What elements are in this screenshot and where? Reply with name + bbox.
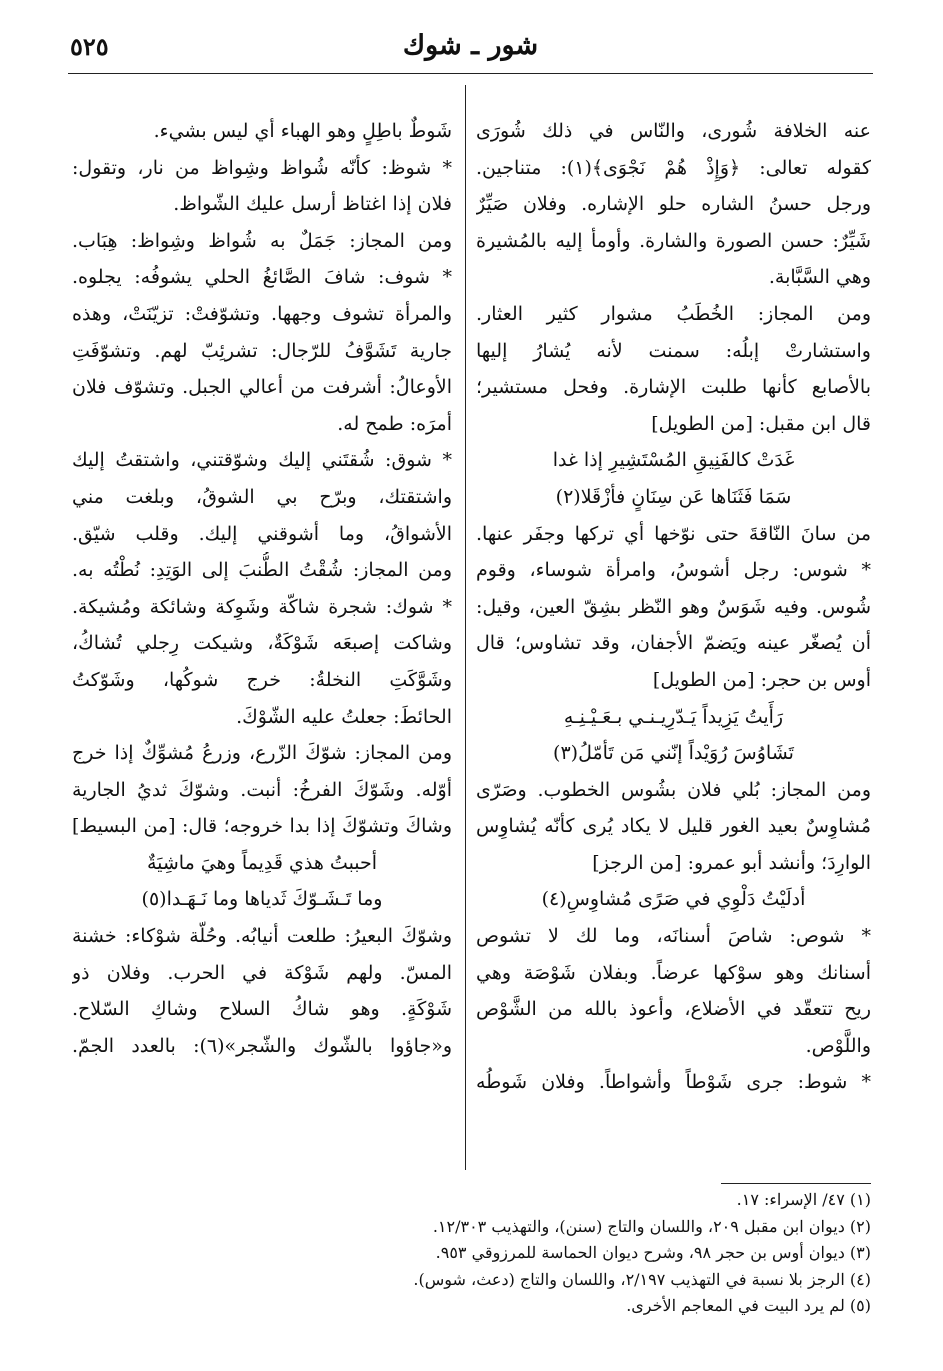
right-column-line: ورجل حسنُ الشاره حلو الإشاره. وفلان صَيِّرٌ: [476, 193, 871, 216]
footnote-line: (٢) ديوان ابن مقبل ٢٠٩، واللسان والتاج (سنن)، والتهذيب ١٢/٣٠٣.: [432, 1216, 871, 1236]
right-column-line: وهي السَّبَّابة.: [768, 266, 871, 289]
left-column-line: * شوق: شُقتَني إليك وشوّقتني، واشتقتُ إليك: [72, 449, 452, 472]
right-column-line: كقوله تعالى: ﴿وَإِذْ هُمْ نَجْوَى﴾(١): متناجين.: [476, 156, 871, 179]
right-column-line: أن يُصغّر عينه ويَضمّ الأجفان، وقد تشاوس؛ قال: [476, 632, 871, 655]
footnotes: [71, 1187, 871, 1320]
right-column-line: عنه الخلافة شُورى، والنّاس في ذلك شُورَى: [476, 120, 871, 142]
left-column-line: جارية تَشَوَّفُ للرّجال: تشرئِبّ لهم. وتشوّفَتِ: [72, 339, 452, 362]
left-column-line: ومن المجاز: شُقْتُ الطُّنبَ إلى الوَتِدِ: نُطْتُه به.: [72, 559, 452, 582]
right-column-line: رَأَيتُ يَزِيداً يَـدّرِيـنـي بـعَـيْـنِـهِ: [563, 705, 784, 728]
right-column-line: غَدَتْ كالفَنِيقِ المُسْتَشِيرِ إذا غدا: [552, 449, 795, 472]
page-header: [70, 30, 871, 70]
left-column: [72, 113, 452, 1064]
right-column-line: من سانَ النّاقةَ حتى نوّخها أي تركها وجفَر عنها.: [476, 522, 871, 545]
right-column-line: سَمَا فَثَنَاها عَن سِنَانٍ فأزْقَلا(٢): [555, 485, 792, 508]
footnote-line: (٤) الرجز بلا نسبة في التهذيب ٢/١٩٧، واللسان والتاج (دعث، شوس).: [413, 1269, 871, 1289]
left-column-line: أحببتُ هذي قَدِيماً وهيَ ماشِيَةٌ: [146, 851, 378, 874]
left-column-line: شَوْكَةٍ. وهو شاكُ السلاح وشاكِ السّلاح.: [72, 998, 452, 1021]
right-column-line: واللَّوْص.: [805, 1034, 871, 1057]
left-column-line: فلان إذا اغتاظ أرسل عليك الشّواظ.: [173, 193, 452, 216]
left-column-line: أمرَه: طمح له.: [337, 412, 452, 435]
left-column-line: ومن المجاز: شوّكَ الزّرع، وزرعُ مُشوِّكٌ إذا خرج: [72, 742, 452, 765]
right-column-line: واستشارتْ إبلُه: سمنت لأنه يُشارُ إليها: [476, 339, 871, 362]
right-column-line: * شوص: شاصَ أسنانَه، وما لك لا تشوص: [476, 925, 871, 948]
left-column-line: وشَوَّكَتِ النخلةُ: خرج شوكُها، وشَوّكتُ: [72, 668, 452, 691]
left-column-line: * شوظ: كأنّه شُواظ وشِواظ من نار، وتقول:: [72, 156, 452, 179]
footnote-line: (٣) ديوان أوس بن حجر ٩٨، وشرح ديوان الحماسة للمرزوقي ٩٥٣.: [435, 1243, 871, 1262]
left-column-line: شَوطٌ باطِلٍ وهو الهباء أي ليس بشيء.: [153, 120, 452, 142]
left-column-line: الحائطَ: جعلتُ عليه الشّوْكَ.: [236, 705, 452, 728]
right-column-line: بالأصابع كأنها طلبت الإشارة. وفحل مستشير؛: [476, 376, 871, 399]
column-divider: [465, 85, 466, 1170]
left-column-line: واشتقتك، وبرّح بي الشوقُ، وبلغت مني: [72, 485, 452, 508]
footnote-rule: [721, 1183, 871, 1184]
left-column-line: وشاكت إصبعَه شَوْكَةٌ، وشيكت رِجلي تُشاكُ،: [72, 632, 452, 655]
left-column-line: والمرأة تشوف وجهها. وتشوّفتْ: تزيّنَتْ، وهذه: [72, 302, 452, 325]
left-column-line: وشوّكَ البعيرُ: طلعت أنيابُه. وحُلّة شوْكاء: خشنة: [72, 925, 452, 948]
right-column-line: أدلَيْتُ دَلْوِي في صَرًى مُشاوِسِ(٤): [541, 888, 806, 911]
right-column-line: مُشاوِسٌ بعيد الغور قليل لا يكاد يُرى كأنّه يُشاوِس: [476, 815, 871, 838]
right-column-line: شَيِّرٌ: حسن الصورة والشارة. وأومأ إليه بالمُشيرة: [476, 229, 871, 252]
right-column-line: شُوس. وفيه شَوَسٌ وهو النّظر بشِقّ العين، وقيل:: [476, 595, 871, 618]
page-title: شور ـ شوك: [402, 30, 539, 61]
left-column-line: * شوف: شافَ الصَّائغُ الحلي يشوفُه: يجلوه.: [72, 266, 452, 289]
right-column-line: تَشَاوُسَ رُوَيْداً إنّني مَن تَأمّلُ(٣): [553, 742, 794, 765]
footnote-line: (٥) لم يرد البيت في المعاجم الأخرى.: [626, 1296, 871, 1315]
page-number: ٥٢٥: [70, 32, 109, 61]
right-column-line: أوس بن حجر: [من الطويل]: [652, 668, 871, 691]
left-column-line: المسّ. ولهم شَوْكة في الحرب. وفلان ذو: [72, 961, 452, 984]
right-column-line: الوارِدَ؛ وأنشد أبو عمرو: [من الرجز]: [592, 851, 871, 874]
left-column-line: وشاكَ وتشوّكَ إذا بدا خروجه؛ قال: [من البسيط]: [72, 815, 452, 838]
right-column-line: ومن المجاز: بُلي فلان بشُوس الخطوب. وصَرّى: [476, 778, 871, 801]
left-column-line: أوّله. وشَوّكَ الفرخُ: أنبت. وشوّكَ ثديُ الجارية: [72, 778, 452, 801]
right-column-line: ومن المجاز: الخُطَبُ مشوار كثير العثار.: [476, 302, 871, 325]
right-column-line: * شوط: جرى شَوْطاً وأشواطاً. وفلان شَوطُه: [476, 1071, 871, 1094]
footnote-line: (١) ٤٧/ الإسراء: ١٧.: [736, 1190, 871, 1209]
left-column-line: وما تَـشَـوّكَ ثَدياها وما نَـهَـدا(٥): [141, 888, 383, 911]
left-column-line: الأوعالُ: أشرفت من أعالي الجبل. وتشوّف فلان: [72, 376, 452, 399]
left-column-line: ومن المجاز: جَمَلٌ به شُواظ وشِواظ: هِبَاب.: [72, 229, 452, 252]
right-column-line: قال ابن مقبل: [من الطويل]: [651, 412, 871, 435]
left-column-line: * شوك: شجرة شاكّة وشَوِكة وشائكة ومُشيكة.: [72, 595, 452, 618]
right-column-line: أسنانك وهو سوْكها عرضاً. وبفلان شَوْصَة وهي: [476, 961, 871, 984]
right-column-line: * شوس: رجل أشوسُ، وامرأة شوساء، وقوم: [476, 559, 871, 582]
right-column-line: ريح تتعقّد في الأضلاع، وأعوذ بالله من الشَّوْص: [476, 998, 871, 1021]
left-column-line: الأشواقُ، وما أشوقني إليك. وقلب شيّق.: [72, 522, 452, 545]
header-rule: [68, 73, 873, 74]
right-column: [476, 113, 871, 1101]
left-column-line: و«جاؤوا بالشّوك والشّجر»(٦): بالعدد الجمّ.: [72, 1034, 452, 1057]
